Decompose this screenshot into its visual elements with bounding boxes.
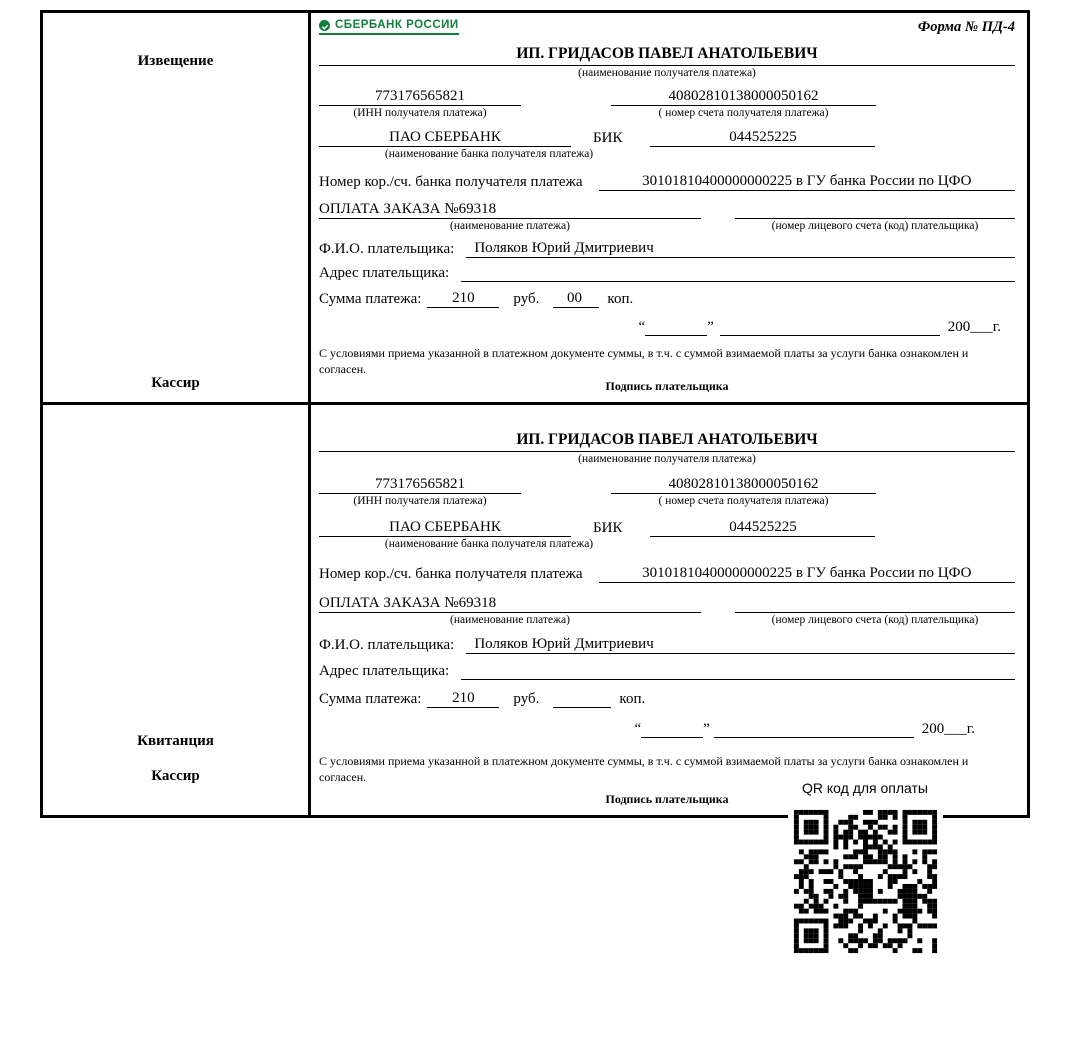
qr-label: QR код для оплаты [801,780,928,796]
sberbank-logo [319,19,459,35]
qr-block [786,780,944,959]
payment-purpose-value: ОПЛАТА ЗАКАЗА №69318 [319,201,701,219]
amount-label: Сумма платежа: [319,291,422,308]
payer-address-value [461,264,1015,282]
bik-value: 044525225 [650,129,875,147]
personal-account-blank [735,201,1015,219]
corr-account-value: 30101810400000000225 в ГУ банка России по ЦФО [599,565,1015,583]
corr-account-value: 30101810400000000225 в ГУ банка России по ЦФО [599,173,1015,191]
payer-address-label: Адрес плательщика: [319,663,450,680]
amount-kop-value: 00 [553,290,599,308]
payer-signature-label: Подпись плательщика [605,791,729,806]
bik-label: БИК [593,520,623,537]
kop-label: коп. [607,291,634,308]
inn-caption: (ИНН получателя платежа) [353,106,487,119]
form-number: Форма № ПД-4 [917,19,1015,35]
date-open-quote: “ [638,319,646,336]
inn-caption: (ИНН получателя платежа) [353,494,487,507]
payer-name-value: Поляков Юрий Дмитриевич [466,240,1015,258]
date-month-blank [714,720,914,738]
date-year: 200___г. [921,721,975,738]
corr-account-label: Номер кор./сч. банка получателя платежа [319,565,583,582]
payer-signature-label: Подпись плательщика [605,379,729,394]
kop-label: коп. [619,691,646,708]
payee-name: ИП. ГРИДАСОВ ПАВЕЛ АНАТОЛЬЕВИЧ [319,431,1015,452]
cashier-label-receipt: Кассир [151,767,200,784]
personal-account-blank [735,595,1015,613]
date-close-quote: ” [703,721,710,738]
notice-header [319,19,1015,43]
purpose-caption: (наименование платежа) [450,219,570,232]
payer-name-label: Ф.И.О. плательщика: [319,637,455,654]
sberbank-logo-icon [319,20,330,31]
sberbank-logo-text: СБЕРБАНК РОССИИ [335,19,459,31]
payment-purpose-value: ОПЛАТА ЗАКАЗА №69318 [319,595,701,613]
payee-account-value: 40802810138000050162 [611,88,876,106]
bank-name-value: ПАО СБЕРБАНК [319,519,571,537]
payee-caption: (наименование получателя платежа) [578,67,756,79]
amount-rub-value: 210 [427,290,499,308]
personal-account-caption: (номер лицевого счета (код) плательщика) [771,613,979,626]
notice-label: Извещение [137,53,214,69]
payer-name-value: Поляков Юрий Дмитриевич [466,636,1015,654]
payer-address-label: Адрес плательщика: [319,265,450,282]
date-close-quote: ” [707,319,714,336]
bik-label: БИК [593,130,623,147]
corr-account-label: Номер кор./сч. банка получателя платежа [319,173,583,190]
receipt-content [311,405,1027,814]
payee-caption: (наименование получателя платежа) [578,453,756,466]
payee-account-value: 40802810138000050162 [611,476,876,494]
payee-name: ИП. ГРИДАСОВ ПАВЕЛ АНАТОЛЬЕВИЧ [319,45,1015,66]
date-month-blank [720,318,940,336]
amount-kop-value [553,690,611,708]
payment-form-pd4 [40,10,1030,818]
payee-inn-value: 773176565821 [319,88,521,106]
account-caption: ( номер счета получателя платежа) [658,494,829,507]
payee-inn-value: 773176565821 [319,476,521,494]
agreement-text: С условиями приема указанной в платежном документе суммы, в т.ч. с суммой взимаемой платы за услуги банка ознакомлен и согласен. [319,346,969,376]
date-open-quote: “ [634,721,642,738]
bank-caption: (наименование банка получателя платежа) [384,148,594,161]
agreement-text: С условиями приема указанной в платежном документе суммы, в т.ч. с суммой взимаемой платы за услуги банка ознакомлен и согласен. [319,754,969,784]
date-year: 200___г. [947,319,1001,336]
account-caption: ( номер счета получателя платежа) [658,106,829,119]
notice-side-column [43,13,311,402]
section-notice [43,13,1027,402]
personal-account-caption: (номер лицевого счета (код) плательщика) [771,219,979,232]
rub-label: руб. [513,691,540,708]
payer-address-value [461,662,1015,680]
date-day-blank [641,720,703,738]
section-receipt [43,402,1027,814]
payment-qr-code [788,804,943,959]
receipt-side-column [43,405,311,814]
receipt-label: Квитанция [137,732,214,749]
date-day-blank [645,318,707,336]
notice-content [311,13,1027,402]
bank-caption: (наименование банка получателя платежа) [384,538,594,551]
bik-value: 044525225 [650,519,875,537]
amount-rub-value: 210 [427,690,499,708]
purpose-caption: (наименование платежа) [450,613,570,626]
payer-name-label: Ф.И.О. плательщика: [319,241,455,258]
bank-name-value: ПАО СБЕРБАНК [319,129,571,147]
amount-label: Сумма платежа: [319,691,422,708]
rub-label: руб. [513,291,540,308]
cashier-label-notice: Кассир [151,375,200,392]
